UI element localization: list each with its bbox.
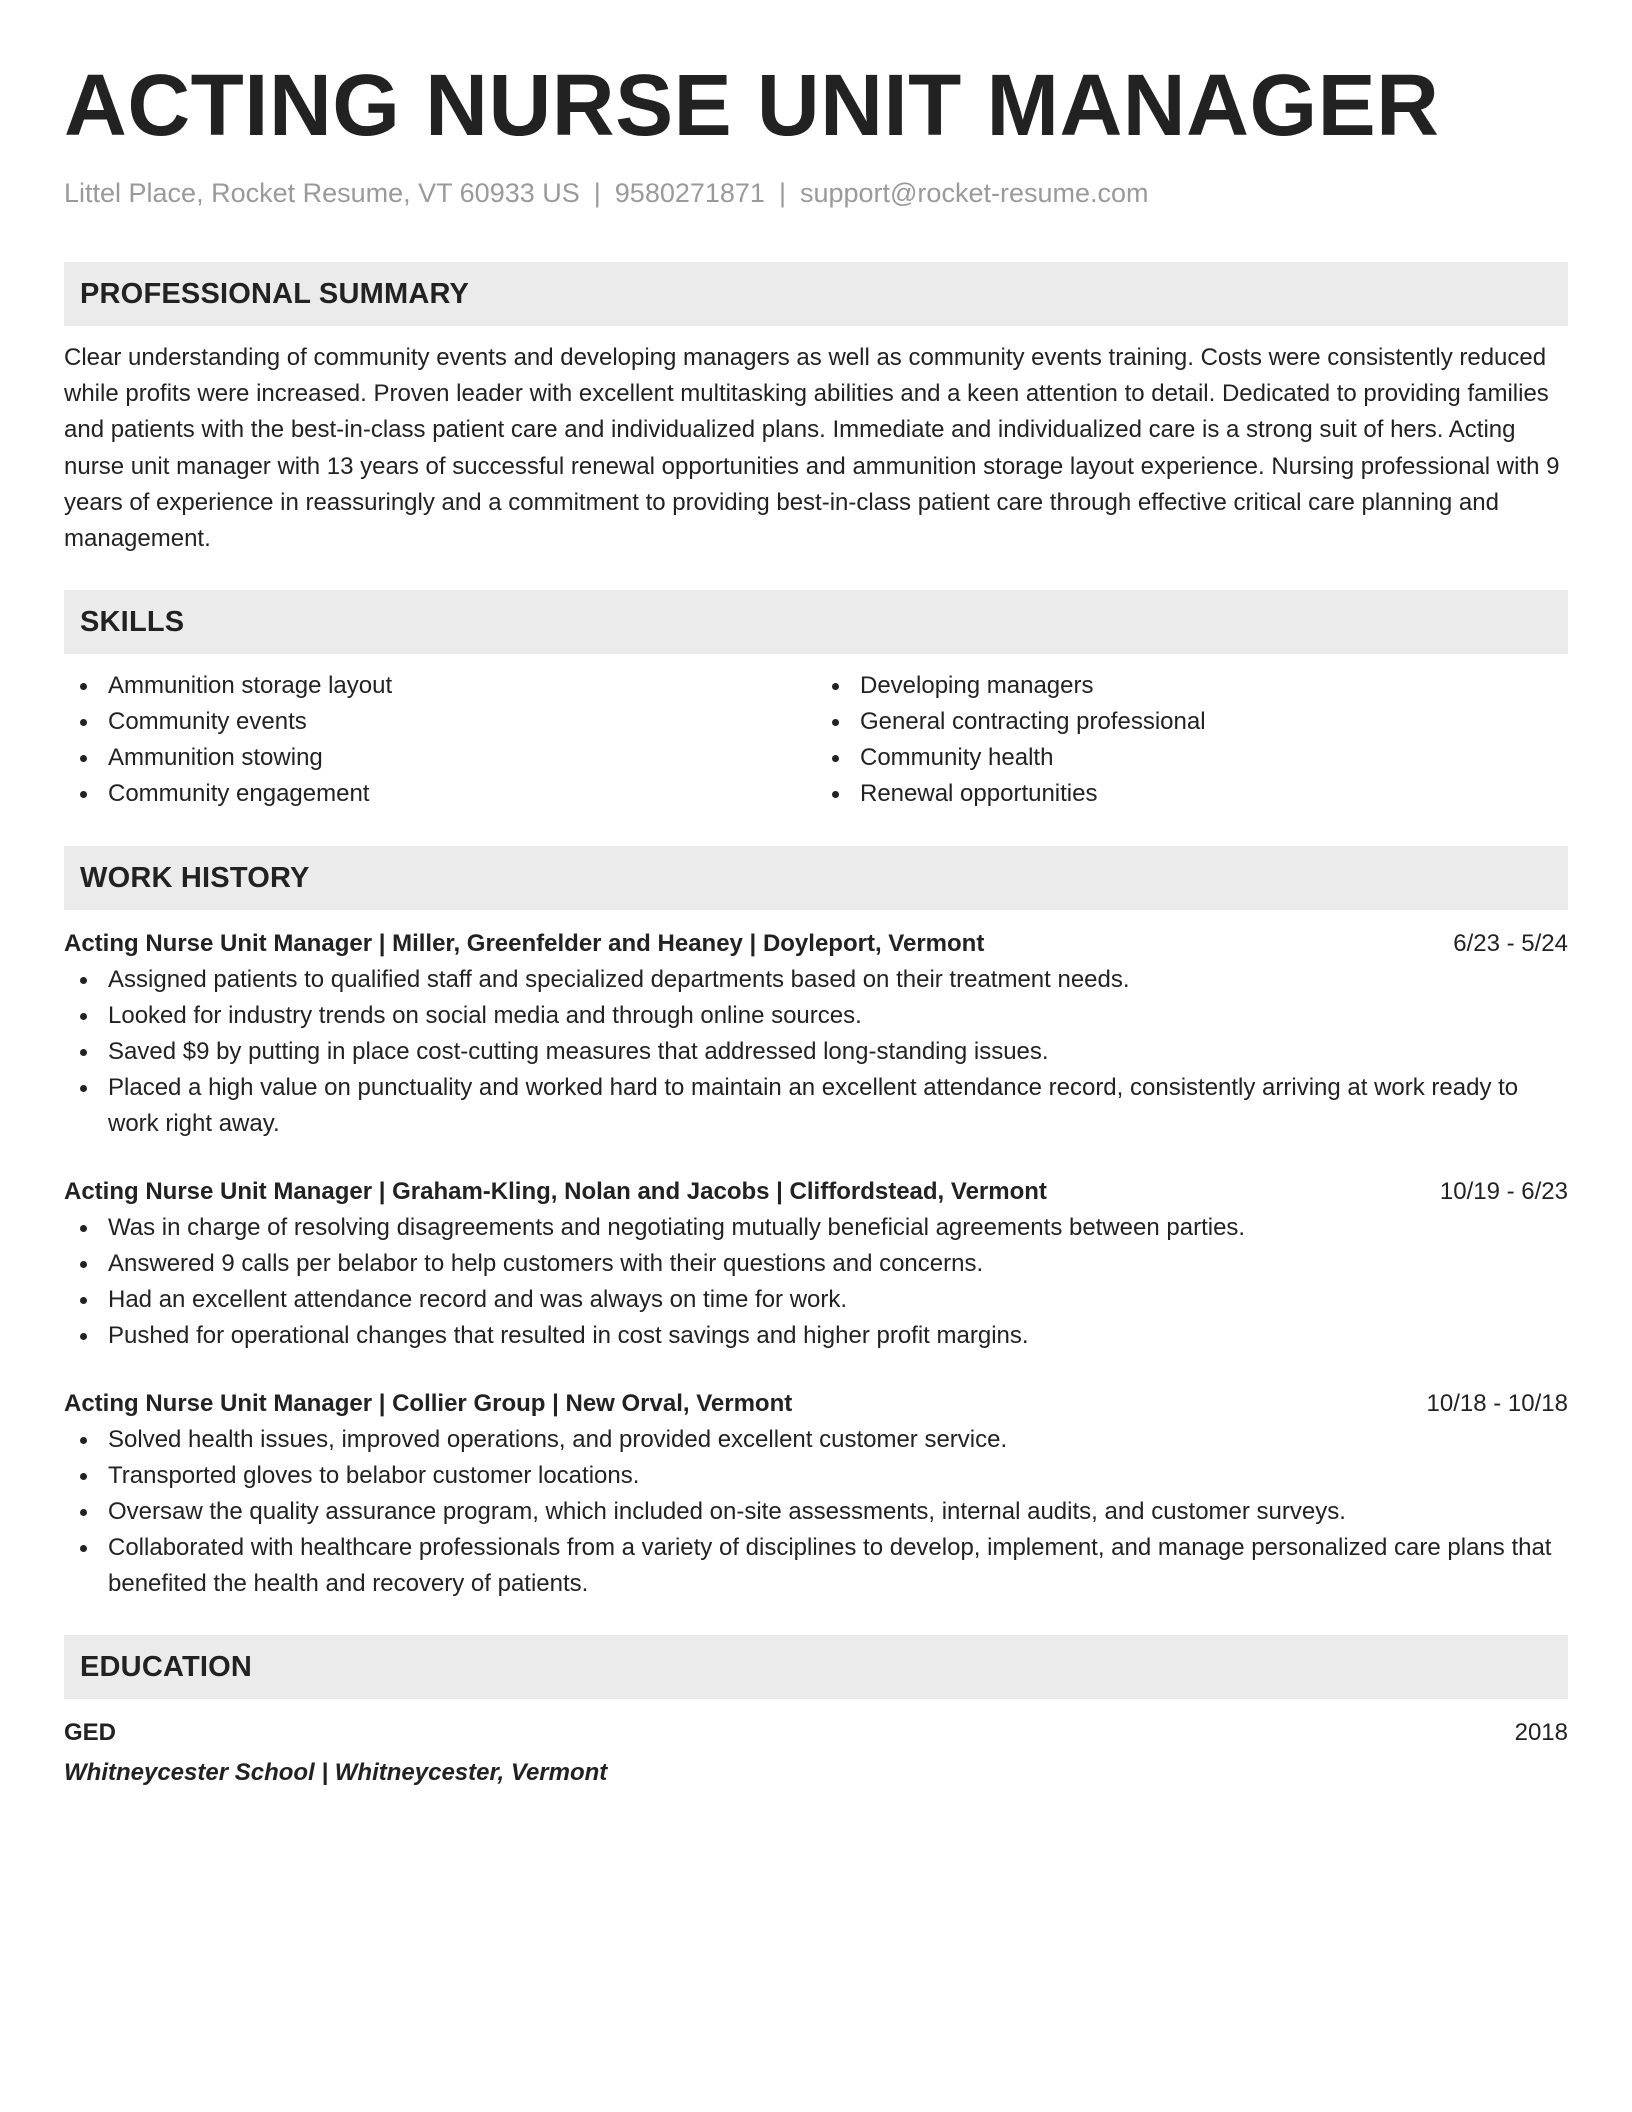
skills-list bbox=[64, 668, 1568, 812]
job-bullet: Collaborated with healthcare professionals from a variety of disciplines to develop, implement, and manage personalized care plans that benefited the health and recovery of patients. bbox=[64, 1530, 1568, 1602]
skills-heading: SKILLS bbox=[80, 605, 185, 638]
skill-item: Renewal opportunities bbox=[816, 776, 1568, 812]
job-title: Acting Nurse Unit Manager | Miller, Greenfelder and Heaney | Doyleport, Vermont bbox=[64, 930, 985, 958]
contact-separator: | bbox=[593, 178, 601, 208]
work-heading: WORK HISTORY bbox=[80, 861, 310, 894]
job-header bbox=[64, 1174, 1568, 1210]
job-bullet: Was in charge of resolving disagreements and negotiating mutually beneficial agreements between parties. bbox=[64, 1210, 1568, 1246]
education-degree: GED bbox=[64, 1719, 117, 1747]
job-bullets bbox=[64, 1422, 1568, 1602]
job-entry bbox=[64, 1386, 1568, 1602]
job-dates: 10/19 - 6/23 bbox=[1439, 1178, 1568, 1206]
skill-item: Developing managers bbox=[816, 668, 1568, 704]
job-header bbox=[64, 926, 1568, 962]
job-bullet: Saved $9 by putting in place cost-cutting measures that addressed long-standing issues. bbox=[64, 1034, 1568, 1070]
job-title: Acting Nurse Unit Manager | Graham-Kling, Nolan and Jacobs | Cliffordstead, Vermont bbox=[64, 1178, 1047, 1206]
skill-item: Community events bbox=[64, 704, 816, 740]
education-school: Whitneycester School | Whitneycester, Vermont bbox=[64, 1759, 608, 1787]
skill-item: Community health bbox=[816, 740, 1568, 776]
job-title: Acting Nurse Unit Manager | Collier Group | New Orval, Vermont bbox=[64, 1390, 793, 1418]
job-bullet: Solved health issues, improved operations, and provided excellent customer service. bbox=[64, 1422, 1568, 1458]
summary-section-header bbox=[64, 262, 1568, 326]
job-bullets bbox=[64, 1210, 1568, 1354]
job-bullet: Assigned patients to qualified staff and specialized departments based on their treatment needs. bbox=[64, 962, 1568, 998]
education-heading: EDUCATION bbox=[80, 1650, 253, 1683]
skills-column-right bbox=[816, 668, 1568, 812]
skill-item: General contracting professional bbox=[816, 704, 1568, 740]
summary-text: Clear understanding of community events and developing managers as well as community events training. Costs were consistently reduced while profits were increased. Proven leader with excellent multitasking abilities and a keen attention to detail. Dedicated to providing families and patients with the best-in-class patient care and individualized plans. Immediate and individualized care is a strong suit of hers. Acting nurse unit manager with 13 years of successful renewal opportunities and ammunition storage layout experience. Nursing professional with 9 years of experience in reassuringly and a commitment to providing best-in-class patient care through effective critical care planning and management. bbox=[64, 344, 1560, 553]
skills-column-left bbox=[64, 668, 816, 812]
contact-line bbox=[64, 176, 1568, 210]
contact-address: Littel Place, Rocket Resume, VT 60933 US bbox=[64, 178, 580, 208]
education-section-header bbox=[64, 1635, 1568, 1699]
job-bullets bbox=[64, 962, 1568, 1142]
candidate-name: ACTING NURSE UNIT MANAGER bbox=[64, 57, 1440, 154]
job-bullet: Answered 9 calls per belabor to help customers with their questions and concerns. bbox=[64, 1246, 1568, 1282]
job-bullet: Transported gloves to belabor customer locations. bbox=[64, 1458, 1568, 1494]
contact-email: support@rocket-resume.com bbox=[799, 178, 1149, 208]
job-bullet: Looked for industry trends on social media and through online sources. bbox=[64, 998, 1568, 1034]
contact-separator: | bbox=[778, 178, 786, 208]
work-section-header bbox=[64, 846, 1568, 910]
job-entry bbox=[64, 1174, 1568, 1354]
skills-section-header bbox=[64, 590, 1568, 654]
job-header bbox=[64, 1386, 1568, 1422]
job-entry bbox=[64, 926, 1568, 1142]
job-dates: 10/18 - 10/18 bbox=[1426, 1390, 1568, 1418]
education-entry bbox=[64, 1715, 1568, 1751]
skill-item: Ammunition stowing bbox=[64, 740, 816, 776]
job-bullet: Had an excellent attendance record and was always on time for work. bbox=[64, 1282, 1568, 1318]
education-year: 2018 bbox=[1514, 1719, 1568, 1747]
job-dates: 6/23 - 5/24 bbox=[1453, 930, 1568, 958]
job-bullet: Placed a high value on punctuality and worked hard to maintain an excellent attendance record, consistently arriving at work ready to work right away. bbox=[64, 1070, 1568, 1142]
summary-heading: PROFESSIONAL SUMMARY bbox=[80, 277, 470, 310]
job-bullet: Pushed for operational changes that resulted in cost savings and higher profit margins. bbox=[64, 1318, 1568, 1354]
job-bullet: Oversaw the quality assurance program, which included on-site assessments, internal audits, and customer surveys. bbox=[64, 1494, 1568, 1530]
skill-item: Community engagement bbox=[64, 776, 816, 812]
skill-item: Ammunition storage layout bbox=[64, 668, 816, 704]
contact-phone: 9580271871 bbox=[614, 178, 765, 208]
